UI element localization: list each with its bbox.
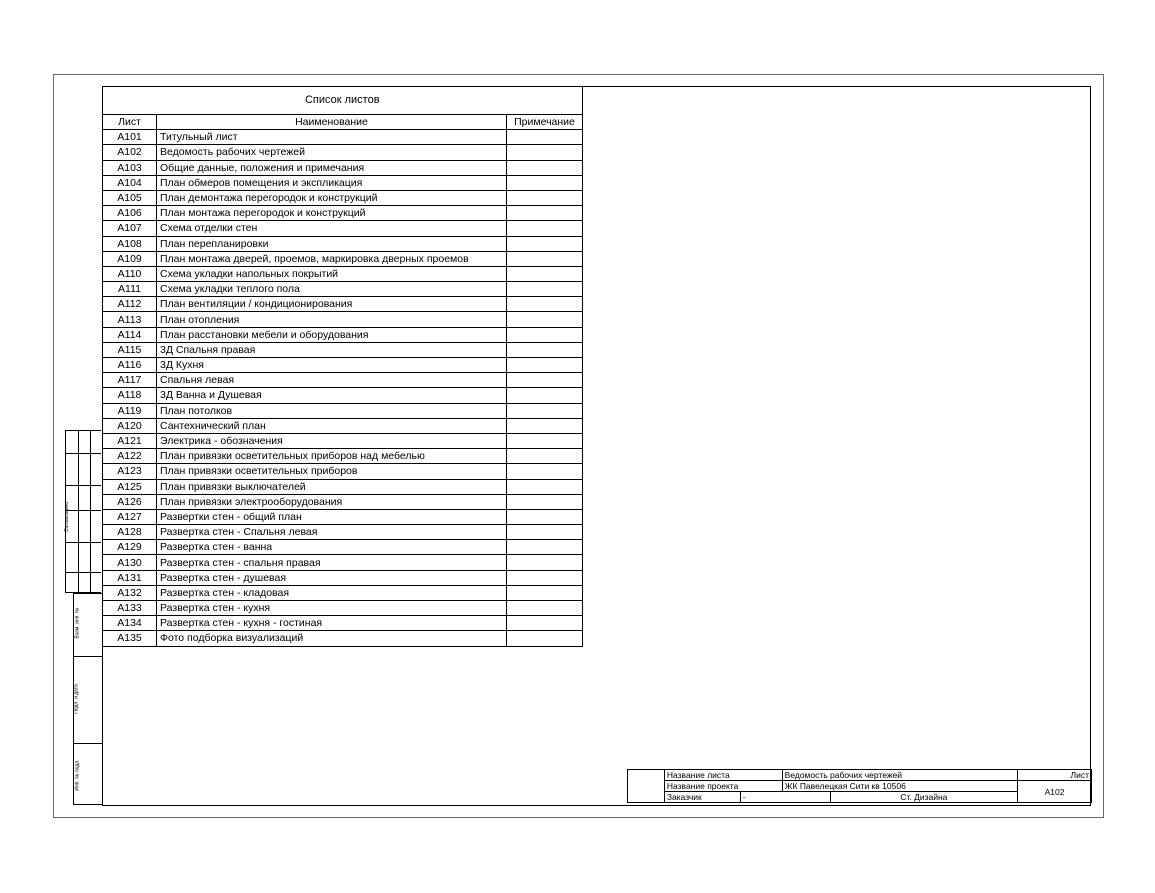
sheet-code: А121	[103, 433, 157, 448]
sheet-note	[507, 342, 583, 357]
table-row	[103, 479, 583, 494]
sheet-code: А114	[103, 327, 157, 342]
sheet-name: 3Д Ванна и Душевая	[157, 388, 507, 403]
table-row	[103, 190, 583, 205]
sheet-code: А101	[103, 130, 157, 145]
sheet-note	[507, 616, 583, 631]
table-row	[103, 555, 583, 570]
sheet-note	[507, 418, 583, 433]
sheet-name-label: Название листа	[664, 770, 782, 781]
sheet-name: План перепланировки	[157, 236, 507, 251]
sheet-list-table	[102, 86, 583, 647]
table-row	[103, 206, 583, 221]
client-label: Заказчик	[664, 792, 740, 803]
sheet-code: А113	[103, 312, 157, 327]
sheet-code: А118	[103, 388, 157, 403]
sheet-code: А108	[103, 236, 157, 251]
sheet-code: А115	[103, 342, 157, 357]
table-row	[103, 327, 583, 342]
sheet-note	[507, 130, 583, 145]
table-row	[103, 570, 583, 585]
sheet-note	[507, 327, 583, 342]
sheet-note	[507, 601, 583, 616]
table-row	[103, 525, 583, 540]
sheet-note	[507, 373, 583, 388]
sheet-note	[507, 160, 583, 175]
sheet-code: А127	[103, 509, 157, 524]
sheet-note	[507, 585, 583, 600]
sheet-name: Развертка стен - ванна	[157, 540, 507, 555]
sheet-note	[507, 282, 583, 297]
sheet-code: А110	[103, 266, 157, 281]
sheet-code: А117	[103, 373, 157, 388]
sheet-note	[507, 297, 583, 312]
table-row	[103, 342, 583, 357]
sheet-note	[507, 358, 583, 373]
sheet-note	[507, 251, 583, 266]
sheet-name: План монтажа перегородок и конструкций	[157, 206, 507, 221]
table-row	[103, 509, 583, 524]
table-row	[103, 251, 583, 266]
project-value: ЖК Павелецкая Сити кв 10506	[782, 781, 1018, 792]
sheet-name: План демонтажа перегородок и конструкций	[157, 190, 507, 205]
sheet-list-title: Список листов	[103, 86, 583, 115]
table-row	[103, 388, 583, 403]
sheet-name-value: Ведомость рабочих чертежей	[782, 770, 1018, 781]
sheet-note	[507, 236, 583, 251]
sheet-name: Развертка стен - кладовая	[157, 585, 507, 600]
sheet-name: План потолков	[157, 403, 507, 418]
sheet-note	[507, 388, 583, 403]
sheet-code: А131	[103, 570, 157, 585]
table-row	[103, 282, 583, 297]
sheet-note	[507, 449, 583, 464]
approvals-strip	[65, 430, 101, 593]
sheet-code: А125	[103, 479, 157, 494]
title-block	[627, 769, 1092, 803]
sheet-name: Титульный лист	[157, 130, 507, 145]
sheet-note	[507, 570, 583, 585]
sheet-code: А111	[103, 282, 157, 297]
table-row	[103, 616, 583, 631]
table-row	[103, 145, 583, 160]
sheet-name: План обмеров помещения и экспликация	[157, 175, 507, 190]
sheet-note	[507, 464, 583, 479]
sheet-name: Электрика - обозначения	[157, 433, 507, 448]
sheet-code: А122	[103, 449, 157, 464]
sheet-name: План привязки выключателей	[157, 479, 507, 494]
sheet-name: Схема укладки напольных покрытий	[157, 266, 507, 281]
replaced-inv-label: Взам. инв. №	[74, 607, 81, 639]
table-row	[103, 312, 583, 327]
sheet-code: А109	[103, 251, 157, 266]
sheet-code: А119	[103, 403, 157, 418]
agreed-label: Согласовано	[64, 501, 71, 533]
column-header-sheet: Лист	[103, 115, 157, 130]
column-header-note: Примечание	[507, 115, 583, 130]
sheet-note	[507, 145, 583, 160]
table-row	[103, 494, 583, 509]
table-row	[103, 236, 583, 251]
table-row	[103, 373, 583, 388]
sheet-name: Ведомость рабочих чертежей	[157, 145, 507, 160]
sign-date-label: Подп. и дата	[73, 684, 80, 714]
sheet-name: 3Д Спальня правая	[157, 342, 507, 357]
sheet-note	[507, 312, 583, 327]
table-row	[103, 540, 583, 555]
sheet-label: Лист	[1018, 770, 1092, 781]
sheet-name: План привязки осветительных приборов над мебелью	[157, 449, 507, 464]
table-row	[103, 403, 583, 418]
inventory-strip	[73, 593, 102, 805]
table-row	[103, 160, 583, 175]
table-row	[103, 433, 583, 448]
sheet-code: А132	[103, 585, 157, 600]
sheet-note	[507, 555, 583, 570]
sheet-name: Развертка стен - душевая	[157, 570, 507, 585]
table-row	[103, 418, 583, 433]
table-row	[103, 464, 583, 479]
title-block-blank	[628, 770, 665, 803]
table-row	[103, 297, 583, 312]
sheet-name: Развертки стен - общий план	[157, 509, 507, 524]
sheet-code: А123	[103, 464, 157, 479]
sheet-name: План вентиляции / кондиционирования	[157, 297, 507, 312]
table-row	[103, 130, 583, 145]
sheet-code: А126	[103, 494, 157, 509]
sheet-note	[507, 494, 583, 509]
table-row	[103, 221, 583, 236]
table-row	[103, 358, 583, 373]
sheet-note	[507, 631, 583, 646]
sheet-code: А106	[103, 206, 157, 221]
sheet-code: А116	[103, 358, 157, 373]
sheet-name: Развертка стен - кухня	[157, 601, 507, 616]
sheet-note	[507, 190, 583, 205]
sheet-code: А105	[103, 190, 157, 205]
sheet-code: А120	[103, 418, 157, 433]
client-value: -	[740, 792, 830, 803]
sheet-note	[507, 525, 583, 540]
studio-value: Ст. Дизайна	[830, 792, 1018, 803]
sheet-number: А102	[1018, 781, 1092, 803]
sheet-name: План привязки электрооборудования	[157, 494, 507, 509]
sheet-code: А102	[103, 145, 157, 160]
sheet-code: А103	[103, 160, 157, 175]
sheet-name: 3Д Кухня	[157, 358, 507, 373]
sheet-name: План расстановки мебели и оборудования	[157, 327, 507, 342]
sheet-code: А134	[103, 616, 157, 631]
sheet-name: Спальня левая	[157, 373, 507, 388]
sheet-note	[507, 221, 583, 236]
table-row	[103, 601, 583, 616]
sheet-note	[507, 433, 583, 448]
sheet-note	[507, 479, 583, 494]
sheet-name: Развертка стен - кухня - гостиная	[157, 616, 507, 631]
sheet-code: А107	[103, 221, 157, 236]
sheet-code: А129	[103, 540, 157, 555]
sheet-note	[507, 540, 583, 555]
sheet-code: А130	[103, 555, 157, 570]
sheet-name: Схема отделки стен	[157, 221, 507, 236]
sheet-note	[507, 403, 583, 418]
sheet-name: Сантехнический план	[157, 418, 507, 433]
sheet-note	[507, 175, 583, 190]
table-row	[103, 449, 583, 464]
table-row	[103, 631, 583, 646]
sheet-note	[507, 266, 583, 281]
sheet-note	[507, 206, 583, 221]
project-label: Название проекта	[664, 781, 782, 792]
table-row	[103, 175, 583, 190]
sheet-name: Схема укладки теплого пола	[157, 282, 507, 297]
column-header-name: Наименование	[157, 115, 507, 130]
sheet-note	[507, 509, 583, 524]
sheet-code: А104	[103, 175, 157, 190]
sheet-code: А135	[103, 631, 157, 646]
sheet-name: План отопления	[157, 312, 507, 327]
sheet-name: Фото подборка визуализаций	[157, 631, 507, 646]
sheet-code: А112	[103, 297, 157, 312]
inv-orig-label: Инв. № подл.	[74, 759, 81, 791]
table-row	[103, 266, 583, 281]
sheet-name: Общие данные, положения и примечания	[157, 160, 507, 175]
sheet-code: А128	[103, 525, 157, 540]
sheet-name: План монтажа дверей, проемов, маркировка дверных проемов	[157, 251, 507, 266]
sheet-name: Развертка стен - спальня правая	[157, 555, 507, 570]
sheet-name: Развертка стен - Спальня левая	[157, 525, 507, 540]
sheet-name: План привязки осветительных приборов	[157, 464, 507, 479]
sheet-code: А133	[103, 601, 157, 616]
table-row	[103, 585, 583, 600]
